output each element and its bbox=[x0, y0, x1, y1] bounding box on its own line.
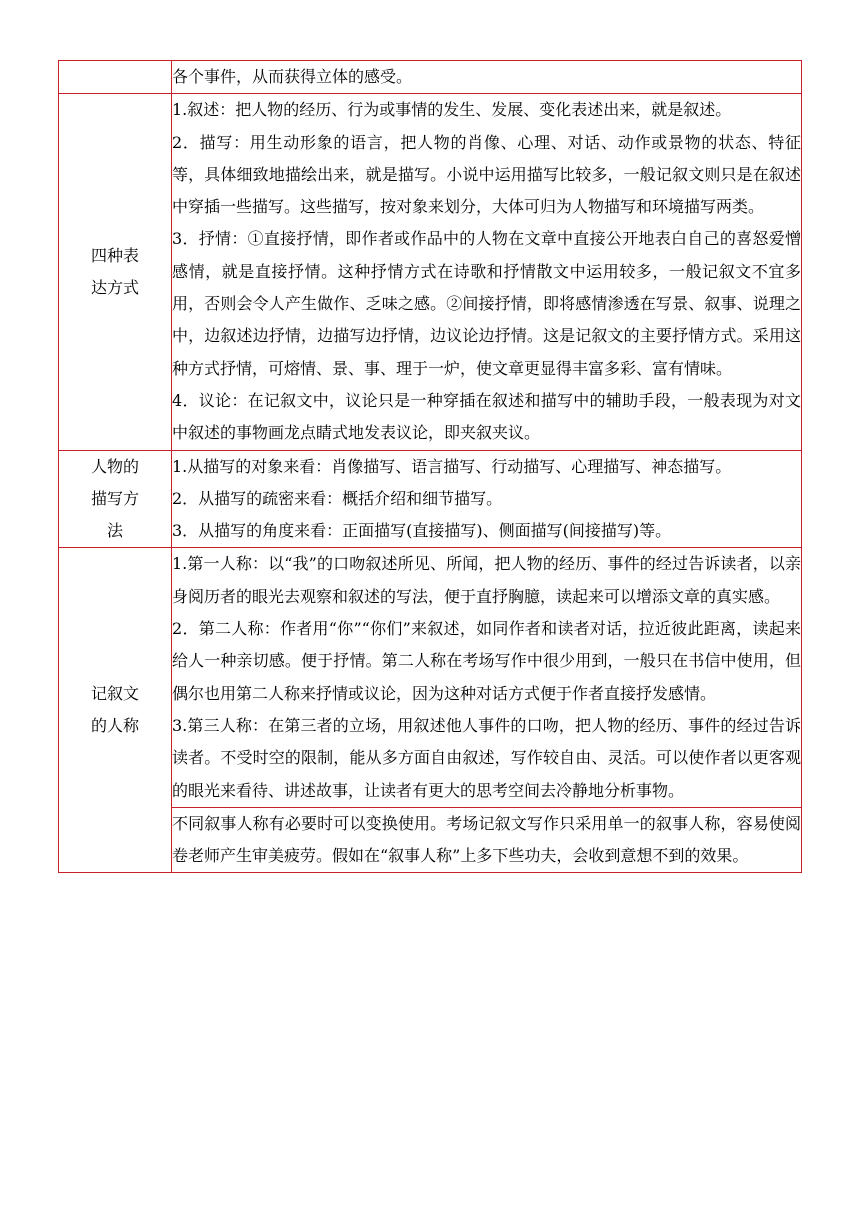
content-table bbox=[58, 60, 802, 873]
row-label-expression-modes: 四种表达方式 bbox=[59, 94, 172, 450]
paragraph: 1.第一人称：以“我”的口吻叙述所见、所闻，把人物的经历、事件的经过告诉读者，以亲身阅历者的眼光去观察和叙述的写法，便于直抒胸臆，读起来可以增添文章的真实感。 bbox=[172, 554, 801, 606]
row-content bbox=[172, 807, 802, 873]
paragraph: 1.从描写的对象来看：肖像描写、语言描写、行动描写、心理描写、神态描写。 bbox=[172, 456, 732, 476]
paragraph: 3．抒情：①直接抒情，即作者或作品中的人物在文章中直接公开地表白自己的喜怒爱憎感情，就是直接抒情。这种抒情方式在诗歌和抒情散文中运用较多，一般记叙文不宜多用，否则会令人产生做作、乏味之感。②间接抒情，即将感情渗透在写景、叙事、说理之中，边叙述边抒情，边描写边抒情，边议论边抒情。这是记叙文的主要抒情方式。采用这种方式抒情，可熔情、景、事、理于一炉，使文章更显得丰富多彩、富有情味。 bbox=[172, 229, 801, 378]
paragraph: 各个事件，从而获得立体的感受。 bbox=[172, 67, 413, 86]
table-row bbox=[59, 450, 802, 548]
table-row bbox=[59, 94, 802, 450]
paragraph: 2．描写：用生动形象的语言，把人物的肖像、心理、对话、动作或景物的状态、特征等，具体细致地描绘出来，就是描写。小说中运用描写比较多，一般记叙文则只是在叙述中穿插一些描写。这些描写，按对象来划分，大体可归为人物描写和环境描写两类。 bbox=[172, 132, 801, 217]
row-content bbox=[172, 61, 802, 94]
row-label-description-methods: 人物的描写方法 bbox=[59, 450, 172, 548]
paragraph: 2．从描写的疏密来看：概括介绍和细节描写。 bbox=[172, 488, 503, 508]
paragraph: 4．议论：在记叙文中，议论只是一种穿插在叙述和描写中的辅助手段，一般表现为对文中叙述的事物画龙点睛式地发表议论，即夹叙夹议。 bbox=[172, 390, 801, 443]
row-content bbox=[172, 94, 802, 450]
row-label-narrative-person: 记叙文的人称 bbox=[59, 548, 172, 873]
table-row bbox=[59, 61, 802, 94]
row-content bbox=[172, 548, 802, 807]
paragraph: 3．从描写的角度来看：正面描写(直接描写)、侧面描写(间接描写)等。 bbox=[172, 521, 672, 541]
row-label bbox=[59, 61, 172, 94]
paragraph: 不同叙事人称有必要时可以变换使用。考场记叙文写作只采用单一的叙事人称，容易使阅卷老师产生审美疲劳。假如在“叙事人称”上多下些功夫，会收到意想不到的效果。 bbox=[172, 813, 801, 866]
table-row bbox=[59, 548, 802, 807]
paragraph: 3.第三人称：在第三者的立场，用叙述他人事件的口吻，把人物的经历、事件的经过告诉读者。不受时空的限制，能从多方面自由叙述，写作较自由、灵活。可以使作者以更客观的眼光来看待、讲述故事，让读者有更大的思考空间去冷静地分析事物。 bbox=[172, 715, 801, 800]
paragraph: 1.叙述：把人物的经历、行为或事情的发生、发展、变化表述出来，就是叙述。 bbox=[172, 100, 732, 120]
paragraph: 2．第二人称：作者用“你”“你们”来叙述，如同作者和读者对话，拉近彼此距离，读起来给人一种亲切感。便于抒情。第二人称在考场写作中很少用到，一般只在书信中使用，但偶尔也用第二人称来抒情或议论，因为这种对话方式便于作者直接抒发感情。 bbox=[172, 619, 801, 703]
row-content bbox=[172, 450, 802, 548]
